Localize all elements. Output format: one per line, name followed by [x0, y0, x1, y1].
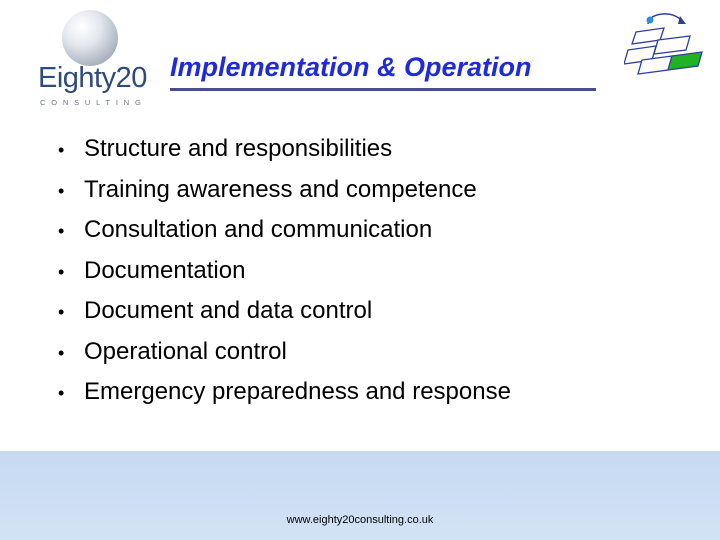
list-item	[58, 135, 511, 176]
bullet-dot-icon: •	[58, 180, 65, 201]
list-item	[58, 257, 511, 298]
bullet-text: Training awareness and competence	[84, 175, 477, 203]
bullet-dot-icon: •	[58, 140, 65, 160]
list-item	[58, 297, 511, 338]
bullet-text: Structure and responsibilities	[84, 135, 393, 162]
sphere-icon	[62, 10, 118, 66]
list-item	[58, 378, 511, 419]
bullet-list	[58, 135, 511, 419]
footer-band	[0, 451, 720, 540]
footer-url: www.eighty20consulting.co.uk	[286, 514, 434, 526]
company-logo	[28, 6, 148, 106]
logo-name: Eighty20	[38, 62, 147, 94]
bullet-text: Emergency preparedness and response	[84, 378, 511, 405]
slide-title: Implementation & Operation	[170, 52, 532, 82]
bullet-dot-icon: •	[58, 342, 65, 363]
list-item	[58, 176, 511, 217]
bullet-text: Document and data control	[84, 297, 373, 324]
list-item	[58, 338, 511, 379]
bullet-text: Operational control	[84, 337, 287, 365]
bullet-text: Documentation	[84, 256, 246, 284]
logo-tagline: CONSULTING	[40, 98, 147, 107]
bullet-text: Consultation and communication	[84, 216, 433, 243]
bullet-dot-icon: •	[58, 302, 65, 322]
bullet-dot-icon: •	[58, 261, 65, 282]
flowchart-icon	[624, 8, 704, 80]
title-underline	[170, 88, 596, 91]
bullet-dot-icon: •	[58, 383, 65, 403]
list-item	[58, 216, 511, 257]
bullet-dot-icon: •	[58, 221, 65, 241]
